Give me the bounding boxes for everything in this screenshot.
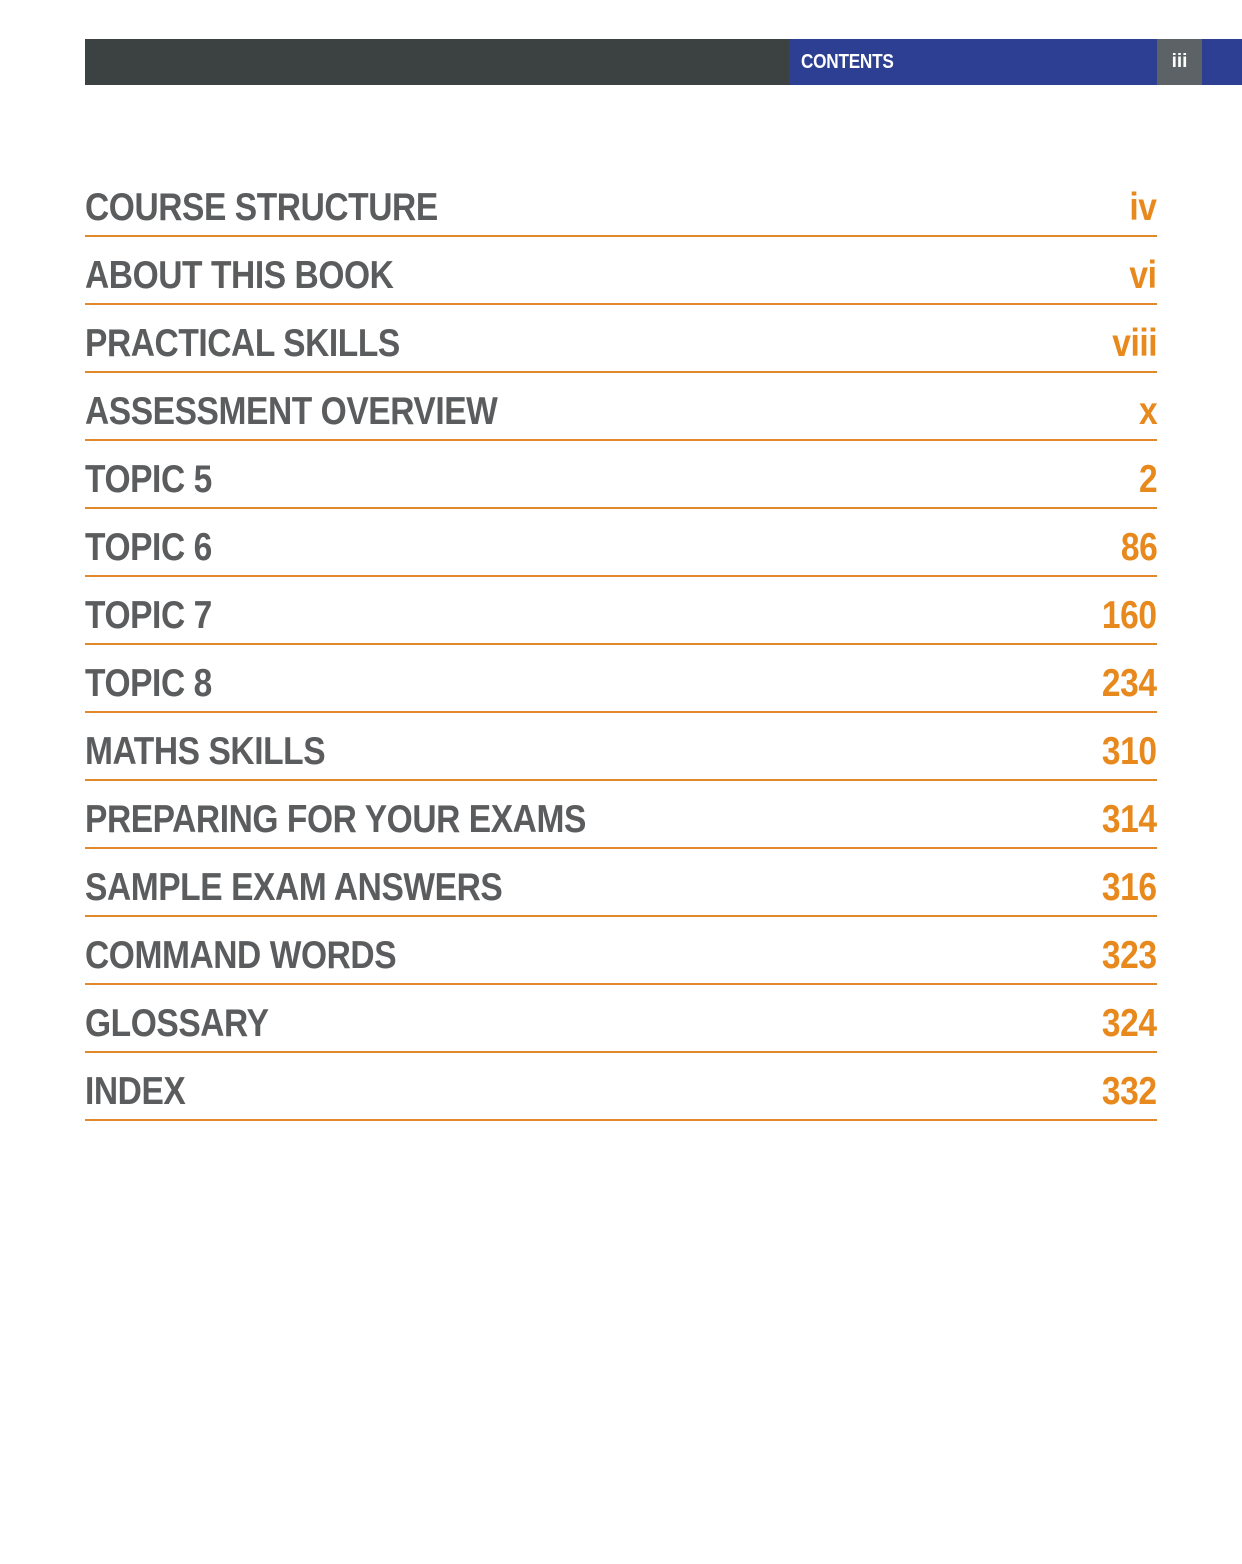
toc-entry-assessment-overview[interactable] (85, 373, 1157, 441)
toc-entry-page: 160 (1102, 594, 1157, 637)
toc-entry-about-this-book[interactable] (85, 237, 1157, 305)
toc-entry-course-structure[interactable] (85, 169, 1157, 237)
toc-entry-label: COURSE STRUCTURE (85, 186, 438, 229)
toc-entry-page: viii (1112, 322, 1157, 365)
toc-entry-label: PRACTICAL SKILLS (85, 322, 400, 365)
toc-entry-page: 332 (1102, 1070, 1157, 1113)
toc-entry-label: SAMPLE EXAM ANSWERS (85, 866, 503, 909)
toc-entry-label: INDEX (85, 1070, 186, 1113)
toc-entry-topic-6[interactable] (85, 509, 1157, 577)
toc-entry-topic-7[interactable] (85, 577, 1157, 645)
toc-entry-page: vi (1129, 254, 1157, 297)
toc-entry-page: 324 (1102, 1002, 1157, 1045)
toc-entry-page: 234 (1102, 662, 1157, 705)
toc-entry-maths-skills[interactable] (85, 713, 1157, 781)
toc-entry-page: 2 (1138, 458, 1157, 501)
toc-entry-page: 310 (1102, 730, 1157, 773)
toc-entry-label: TOPIC 6 (85, 526, 212, 569)
table-of-contents (85, 169, 1157, 1121)
toc-entry-label: TOPIC 7 (85, 594, 212, 637)
toc-entry-command-words[interactable] (85, 917, 1157, 985)
page-number: iii (1157, 39, 1202, 85)
toc-entry-topic-8[interactable] (85, 645, 1157, 713)
toc-entry-label: ASSESSMENT OVERVIEW (85, 390, 498, 433)
toc-entry-index[interactable] (85, 1053, 1157, 1121)
toc-entry-label: GLOSSARY (85, 1002, 269, 1045)
toc-entry-topic-5[interactable] (85, 441, 1157, 509)
toc-entry-page: 316 (1102, 866, 1157, 909)
toc-entry-label: ABOUT THIS BOOK (85, 254, 394, 297)
toc-entry-page: 86 (1120, 526, 1157, 569)
toc-entry-sample-exam-answers[interactable] (85, 849, 1157, 917)
toc-entry-page: x (1138, 390, 1157, 433)
toc-entry-label: MATHS SKILLS (85, 730, 326, 773)
toc-entry-label: COMMAND WORDS (85, 934, 397, 977)
toc-entry-page: iv (1129, 186, 1157, 229)
toc-entry-label: TOPIC 5 (85, 458, 212, 501)
toc-entry-preparing-for-your-exams[interactable] (85, 781, 1157, 849)
toc-entry-label: PREPARING FOR YOUR EXAMS (85, 798, 586, 841)
toc-entry-page: 323 (1102, 934, 1157, 977)
section-title: CONTENTS (801, 51, 894, 73)
toc-entry-page: 314 (1102, 798, 1157, 841)
toc-entry-glossary[interactable] (85, 985, 1157, 1053)
toc-entry-practical-skills[interactable] (85, 305, 1157, 373)
toc-entry-label: TOPIC 8 (85, 662, 212, 705)
